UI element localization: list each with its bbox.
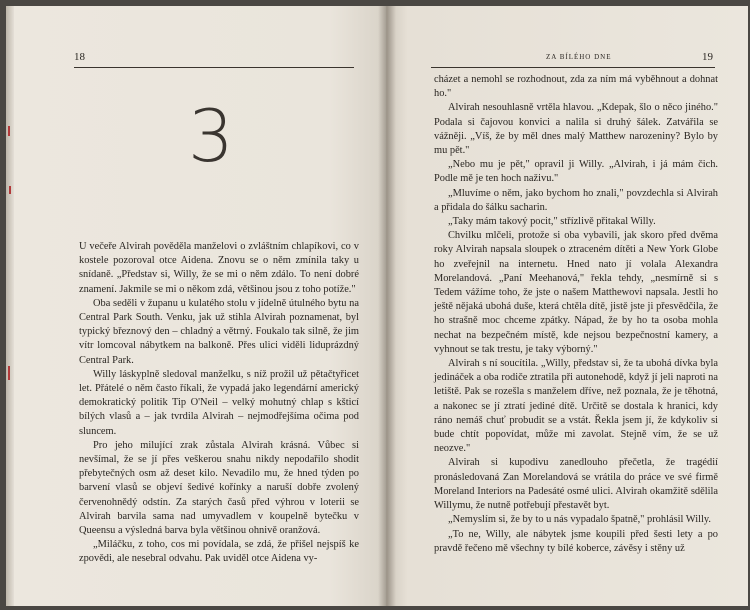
chapter-number: 3: [188, 94, 234, 178]
edge-mark: [8, 366, 10, 380]
page-number-right: 19: [702, 51, 713, 63]
right-page-text: [434, 73, 718, 556]
page-edge: [6, 6, 14, 606]
page-number-left: 18: [74, 51, 85, 63]
paragraph: „Nemyslím si, že by to u nás vypadalo špatně," prohlásil Willy.: [448, 514, 711, 526]
book-spread: [6, 6, 748, 606]
paragraph: Alvirah si kupodivu zanedlouho přečetla, že tragédií pronásledovaná Zan Morelandová se vrátila do práce ve své firmě Moreland Interiors na Padesáté osmé ulici. Alvirah okamžitě sdělila Willymu, že nutně potřebují přestavět byt.: [434, 457, 718, 512]
header-rule-left: [74, 67, 354, 68]
paragraph: „Miláčku, z toho, cos mi povídala, se zdá, že přišel nejspíš ke zpovědi, ale nesebral odvahu. Pak uviděl otce Aidena vy-: [79, 539, 359, 565]
left-page-text: [79, 240, 359, 567]
paragraph: Willy láskyplně sledoval manželku, s níž prožil už pětačtyřicet let. Přátelé o něm často říkali, že vypadá jako legendární americký demokratický politik Tip O'Neil – velký mohutný chlap s kšticí bílých vlasů a – jak tvrdila Alvirah – nejmodřejšíma očima pod sluncem.: [79, 368, 359, 437]
right-page: [386, 6, 748, 606]
edge-mark: [8, 126, 10, 136]
paragraph: Pro jeho milující zrak zůstala Alvirah krásná. Vůbec si nevšímal, že se jí přes veškerou snahu nikdy nepodařilo shodit přebytečných osm až deset kilo. Nevadilo mu, že hned týden po barvení vlasů se objeví šedivé kořínky a naruší dobře zvolený červenohnědý odstín. Za starých časů před výhrou v loterii se Alvirah barvila sama nad umyvadlem v koupelně bytečku v Queensu a výsledná barva byla většinou ohnivě oranžová.: [79, 439, 359, 537]
running-head: ZA BÍLÉHO DNE: [546, 53, 612, 61]
paragraph: „Mluvíme o něm, jako bychom ho znali," povzdechla si Alvirah a přidala do šálku sacharin.: [434, 187, 718, 213]
paragraph: Alvirah nesouhlasně vrtěla hlavou. „Kdepak, šlo o něco jiného." Podala si čajovou konvici a nalila si druhý šálek. Zatvářila se vážněji. „Víš, že by měl dnes malý Matthew narozeniny? Bylo by mu pět.": [434, 102, 718, 157]
header-rule-right: [431, 67, 715, 68]
paragraph: „Taky mám takový pocit," střízlivě přitakal Willy.: [448, 216, 656, 228]
paragraph: U večeře Alvirah pověděla manželovi o zvláštním chlapíkovi, co v kostele pozoroval otce Aidena. Znovu se o něm zmínila taky u snídaně. „Představ si, Willy, že se mi o něm zdálo. To není dobré znamení. Jakmile se mi o někom zdá, většinou jsou z toho potíže.": [79, 241, 359, 295]
paragraph: „To ne, Willy, ale nábytek jsme koupili před šesti lety a po pravdě řečeno mě všechny ty bílé koberce, závěsy i stěny už: [434, 528, 718, 554]
edge-mark: [9, 186, 11, 194]
paragraph: Chvilku mlčeli, protože si oba vybavili, jak skoro před dvěma roky Alvirah napsala sloupek o ztraceném dítěti a New York Globe ho zveřejnil na internetu. Hned nato jí volala Alexandra Morelandová. „Paní Meehanová," řekla tehdy, „nesmírně si s Tedem vážíme toho, že jste o našem Matthewovi napsala. Jestli ho ještě nějaká ubohá duše, která chtěla dítě, jistě jste ji přesvědčila, že ho strašně moc chceme zpátky. Nápad, že by ho ta osoba mohla nechat na bezpečném místě, kde nejsou bezpečnostní kamery, a vyhnout se tak trestu, je taky výborný.": [434, 230, 718, 355]
paragraph: „Nebo mu je pět," opravil ji Willy. „Alvirah, i já mám čich. Podle mě je ten hoch naživu.": [434, 159, 718, 185]
paragraph: Alvirah s ní soucítila. „Willy, představ si, že ta ubohá dívka byla jedináček a oba rodiče ztratila při autonehodě, když jí jeli naproti na letiště. Pak se rozešla s manželem dříve, než poznala, že je těhotná, a nakonec se jí ztratí jediné dítě. Určitě se dostala k hranici, kdy ráno nemáš chuť probudit se a vstát. Řekla jsem jí, že kdykoliv si bude chtít popovídat, může mi zavolat. Stejně vím, že se už neozve.": [434, 358, 718, 455]
paragraph: cházet a nemohl se rozhodnout, zda za ním má vyběhnout a dohnat ho.": [434, 74, 718, 100]
left-page: [6, 6, 386, 606]
paragraph: Oba seděli v županu u kulatého stolu v jídelně útulného bytu na Central Park South. Venku, jak už stihla Alvirah poznamenat, byl typický březnový den – chladný a větrný. Foukalo tak silně, že jim vítr lomcoval nábytkem na balkoně. Přes ulici viděli liduprázdný Central Park.: [79, 297, 359, 366]
book-gutter: [378, 6, 396, 606]
